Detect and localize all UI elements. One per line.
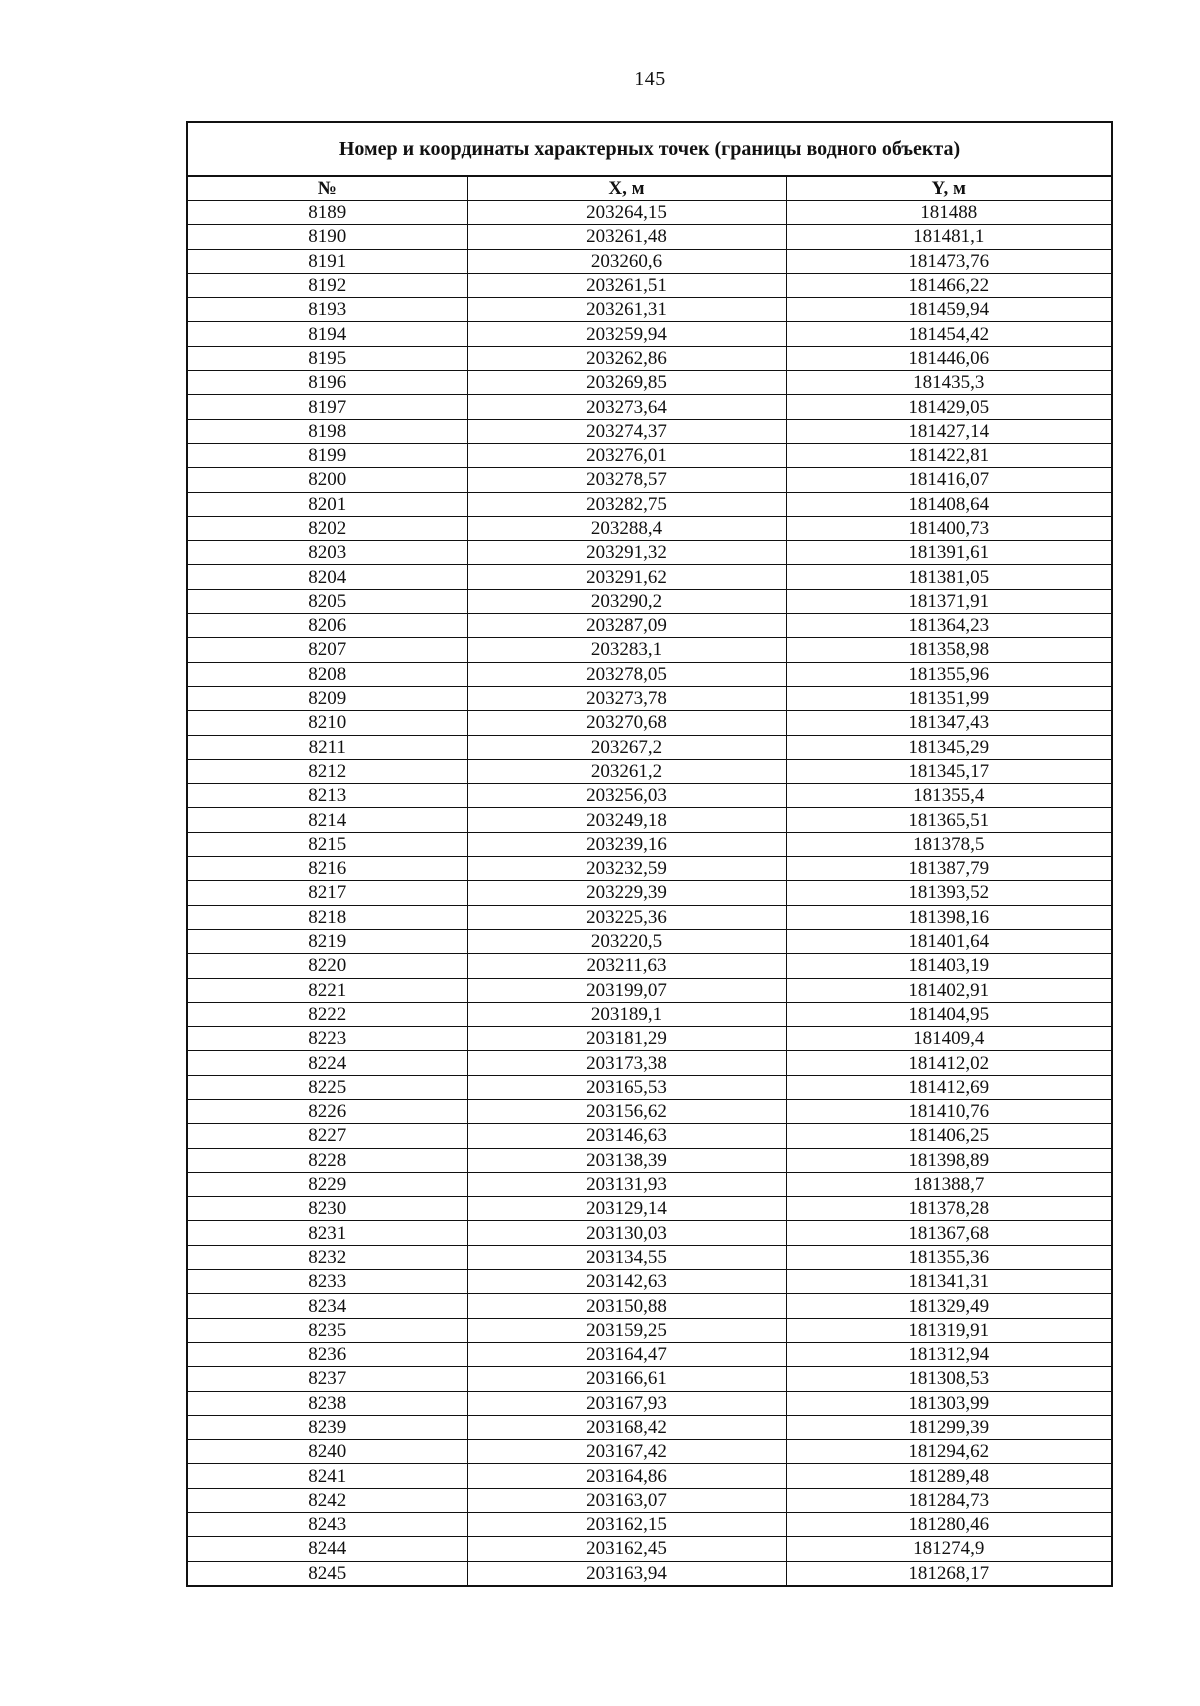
table-row [188, 1367, 1111, 1391]
cell-number: 8232 [188, 1245, 467, 1269]
cell-x: 203261,51 [467, 273, 786, 297]
table-row [188, 638, 1111, 662]
cell-number: 8201 [188, 492, 467, 516]
cell-y: 181345,17 [786, 759, 1111, 783]
table-row [188, 1318, 1111, 1342]
cell-x: 203162,15 [467, 1513, 786, 1537]
table-row [188, 516, 1111, 540]
cell-x: 203134,55 [467, 1245, 786, 1269]
cell-x: 203163,94 [467, 1561, 786, 1585]
cell-y: 181454,42 [786, 322, 1111, 346]
cell-y: 181319,91 [786, 1318, 1111, 1342]
cell-x: 203264,15 [467, 201, 786, 225]
cell-number: 8233 [188, 1270, 467, 1294]
table-row [188, 1561, 1111, 1585]
cell-y: 181410,76 [786, 1099, 1111, 1123]
table-row [188, 249, 1111, 273]
cell-x: 203261,31 [467, 298, 786, 322]
table-row [188, 978, 1111, 1002]
cell-y: 181435,3 [786, 371, 1111, 395]
cell-x: 203165,53 [467, 1075, 786, 1099]
cell-y: 181422,81 [786, 443, 1111, 467]
cell-y: 181355,96 [786, 662, 1111, 686]
cell-y: 181365,51 [786, 808, 1111, 832]
cell-number: 8238 [188, 1391, 467, 1415]
cell-x: 203168,42 [467, 1415, 786, 1439]
table-row [188, 711, 1111, 735]
table-row [188, 1099, 1111, 1123]
cell-y: 181429,05 [786, 395, 1111, 419]
header-y: Y, м [786, 177, 1111, 201]
cell-y: 181289,48 [786, 1464, 1111, 1488]
table-row [188, 565, 1111, 589]
table-title: Номер и координаты характерных точек (границы водного объекта) [188, 123, 1111, 177]
cell-number: 8242 [188, 1488, 467, 1512]
cell-number: 8202 [188, 516, 467, 540]
cell-x: 203269,85 [467, 371, 786, 395]
cell-number: 8241 [188, 1464, 467, 1488]
cell-x: 203273,78 [467, 686, 786, 710]
cell-x: 203256,03 [467, 784, 786, 808]
table-row [188, 1197, 1111, 1221]
cell-number: 8212 [188, 759, 467, 783]
table-row [188, 1464, 1111, 1488]
cell-y: 181393,52 [786, 881, 1111, 905]
cell-y: 181481,1 [786, 225, 1111, 249]
cell-number: 8234 [188, 1294, 467, 1318]
cell-number: 8219 [188, 929, 467, 953]
cell-x: 203274,37 [467, 419, 786, 443]
cell-y: 181412,02 [786, 1051, 1111, 1075]
cell-number: 8224 [188, 1051, 467, 1075]
table-row [188, 225, 1111, 249]
cell-x: 203283,1 [467, 638, 786, 662]
cell-x: 203273,64 [467, 395, 786, 419]
cell-x: 203181,29 [467, 1027, 786, 1051]
cell-number: 8210 [188, 711, 467, 735]
cell-number: 8218 [188, 905, 467, 929]
cell-y: 181329,49 [786, 1294, 1111, 1318]
cell-number: 8235 [188, 1318, 467, 1342]
cell-number: 8213 [188, 784, 467, 808]
cell-y: 181388,7 [786, 1172, 1111, 1196]
cell-y: 181294,62 [786, 1440, 1111, 1464]
table-row [188, 686, 1111, 710]
table-row [188, 201, 1111, 225]
cell-number: 8209 [188, 686, 467, 710]
cell-number: 8206 [188, 614, 467, 638]
table-row [188, 1513, 1111, 1537]
cell-x: 203211,63 [467, 954, 786, 978]
table-row [188, 298, 1111, 322]
cell-x: 203163,07 [467, 1488, 786, 1512]
cell-y: 181280,46 [786, 1513, 1111, 1537]
page-number: 145 [634, 68, 666, 90]
cell-y: 181367,68 [786, 1221, 1111, 1245]
cell-x: 203262,86 [467, 346, 786, 370]
cell-x: 203282,75 [467, 492, 786, 516]
cell-number: 8239 [188, 1415, 467, 1439]
cell-x: 203267,2 [467, 735, 786, 759]
table-row [188, 1027, 1111, 1051]
cell-x: 203129,14 [467, 1197, 786, 1221]
cell-y: 181473,76 [786, 249, 1111, 273]
table-row [188, 419, 1111, 443]
cell-y: 181402,91 [786, 978, 1111, 1002]
cell-number: 8229 [188, 1172, 467, 1196]
table-row [188, 589, 1111, 613]
table-row [188, 784, 1111, 808]
header-x: X, м [467, 177, 786, 201]
cell-x: 203146,63 [467, 1124, 786, 1148]
table-row [188, 1124, 1111, 1148]
cell-number: 8189 [188, 201, 467, 225]
cell-x: 203261,48 [467, 225, 786, 249]
cell-number: 8227 [188, 1124, 467, 1148]
cell-y: 181378,28 [786, 1197, 1111, 1221]
table-row [188, 1051, 1111, 1075]
cell-number: 8237 [188, 1367, 467, 1391]
table-row [188, 1391, 1111, 1415]
table-row [188, 881, 1111, 905]
cell-y: 181387,79 [786, 857, 1111, 881]
table-row [188, 273, 1111, 297]
cell-x: 203167,42 [467, 1440, 786, 1464]
cell-y: 181400,73 [786, 516, 1111, 540]
cell-y: 181398,16 [786, 905, 1111, 929]
cell-number: 8220 [188, 954, 467, 978]
cell-x: 203260,6 [467, 249, 786, 273]
cell-x: 203291,62 [467, 565, 786, 589]
cell-x: 203130,03 [467, 1221, 786, 1245]
cell-number: 8217 [188, 881, 467, 905]
cell-y: 181409,4 [786, 1027, 1111, 1051]
cell-y: 181412,69 [786, 1075, 1111, 1099]
cell-x: 203239,16 [467, 832, 786, 856]
cell-y: 181408,64 [786, 492, 1111, 516]
cell-y: 181391,61 [786, 541, 1111, 565]
table-row [188, 322, 1111, 346]
table-row [188, 1002, 1111, 1026]
cell-y: 181381,05 [786, 565, 1111, 589]
cell-number: 8207 [188, 638, 467, 662]
table-row [188, 492, 1111, 516]
cell-x: 203290,2 [467, 589, 786, 613]
cell-y: 181446,06 [786, 346, 1111, 370]
cell-number: 8205 [188, 589, 467, 613]
cell-y: 181308,53 [786, 1367, 1111, 1391]
cell-number: 8215 [188, 832, 467, 856]
cell-x: 203259,94 [467, 322, 786, 346]
table-row [188, 1172, 1111, 1196]
cell-y: 181401,64 [786, 929, 1111, 953]
cell-y: 181299,39 [786, 1415, 1111, 1439]
table-row [188, 1294, 1111, 1318]
cell-number: 8214 [188, 808, 467, 832]
cell-x: 203164,86 [467, 1464, 786, 1488]
cell-y: 181371,91 [786, 589, 1111, 613]
table-row [188, 1148, 1111, 1172]
cell-x: 203189,1 [467, 1002, 786, 1026]
cell-number: 8226 [188, 1099, 467, 1123]
table-row [188, 371, 1111, 395]
cell-x: 203291,32 [467, 541, 786, 565]
cell-x: 203287,09 [467, 614, 786, 638]
cell-y: 181341,31 [786, 1270, 1111, 1294]
cell-x: 203199,07 [467, 978, 786, 1002]
cell-number: 8216 [188, 857, 467, 881]
cell-number: 8228 [188, 1148, 467, 1172]
table-row [188, 905, 1111, 929]
cell-x: 203249,18 [467, 808, 786, 832]
cell-number: 8195 [188, 346, 467, 370]
cell-number: 8240 [188, 1440, 467, 1464]
cell-y: 181398,89 [786, 1148, 1111, 1172]
cell-y: 181355,36 [786, 1245, 1111, 1269]
cell-number: 8211 [188, 735, 467, 759]
table-row [188, 1245, 1111, 1269]
table-row [188, 735, 1111, 759]
cell-y: 181459,94 [786, 298, 1111, 322]
cell-y: 181303,99 [786, 1391, 1111, 1415]
cell-y: 181268,17 [786, 1561, 1111, 1585]
cell-x: 203229,39 [467, 881, 786, 905]
cell-number: 8199 [188, 443, 467, 467]
table-row [188, 346, 1111, 370]
cell-number: 8190 [188, 225, 467, 249]
table-row [188, 614, 1111, 638]
cell-y: 181274,9 [786, 1537, 1111, 1561]
cell-number: 8192 [188, 273, 467, 297]
cell-x: 203270,68 [467, 711, 786, 735]
cell-x: 203159,25 [467, 1318, 786, 1342]
table-row [188, 1221, 1111, 1245]
table-row [188, 1488, 1111, 1512]
cell-y: 181403,19 [786, 954, 1111, 978]
cell-number: 8225 [188, 1075, 467, 1099]
cell-x: 203232,59 [467, 857, 786, 881]
cell-number: 8208 [188, 662, 467, 686]
cell-y: 181351,99 [786, 686, 1111, 710]
table-row [188, 808, 1111, 832]
cell-number: 8197 [188, 395, 467, 419]
cell-x: 203288,4 [467, 516, 786, 540]
cell-number: 8198 [188, 419, 467, 443]
cell-y: 181466,22 [786, 273, 1111, 297]
cell-number: 8204 [188, 565, 467, 589]
cell-x: 203131,93 [467, 1172, 786, 1196]
table-row [188, 1415, 1111, 1439]
cell-number: 8223 [188, 1027, 467, 1051]
cell-number: 8196 [188, 371, 467, 395]
table-row [188, 1537, 1111, 1561]
cell-x: 203142,63 [467, 1270, 786, 1294]
cell-x: 203150,88 [467, 1294, 786, 1318]
cell-x: 203276,01 [467, 443, 786, 467]
cell-y: 181284,73 [786, 1488, 1111, 1512]
cell-number: 8245 [188, 1561, 467, 1585]
cell-number: 8231 [188, 1221, 467, 1245]
cell-y: 181345,29 [786, 735, 1111, 759]
cell-y: 181406,25 [786, 1124, 1111, 1148]
table-row [188, 954, 1111, 978]
cell-x: 203261,2 [467, 759, 786, 783]
table-row [188, 662, 1111, 686]
cell-x: 203167,93 [467, 1391, 786, 1415]
cell-number: 8221 [188, 978, 467, 1002]
cell-y: 181358,98 [786, 638, 1111, 662]
coordinates-grid [188, 177, 1111, 1585]
cell-x: 203138,39 [467, 1148, 786, 1172]
cell-number: 8230 [188, 1197, 467, 1221]
cell-number: 8222 [188, 1002, 467, 1026]
cell-y: 181416,07 [786, 468, 1111, 492]
table-row [188, 541, 1111, 565]
cell-number: 8236 [188, 1342, 467, 1366]
table-row [188, 1270, 1111, 1294]
table-row [188, 1342, 1111, 1366]
cell-x: 203162,45 [467, 1537, 786, 1561]
header-number: № [188, 177, 467, 201]
table-row [188, 395, 1111, 419]
cell-x: 203166,61 [467, 1367, 786, 1391]
table-row [188, 929, 1111, 953]
cell-y: 181378,5 [786, 832, 1111, 856]
coordinates-table [186, 121, 1113, 1587]
cell-x: 203278,05 [467, 662, 786, 686]
table-row [188, 857, 1111, 881]
cell-number: 8194 [188, 322, 467, 346]
cell-y: 181404,95 [786, 1002, 1111, 1026]
cell-y: 181427,14 [786, 419, 1111, 443]
cell-number: 8243 [188, 1513, 467, 1537]
table-row [188, 1075, 1111, 1099]
cell-number: 8200 [188, 468, 467, 492]
table-row [188, 832, 1111, 856]
table-row [188, 1440, 1111, 1464]
cell-y: 181364,23 [786, 614, 1111, 638]
table-row [188, 443, 1111, 467]
table-row [188, 759, 1111, 783]
cell-number: 8244 [188, 1537, 467, 1561]
cell-y: 181312,94 [786, 1342, 1111, 1366]
table-body [188, 201, 1111, 1585]
table-row [188, 468, 1111, 492]
cell-x: 203164,47 [467, 1342, 786, 1366]
cell-x: 203225,36 [467, 905, 786, 929]
cell-number: 8191 [188, 249, 467, 273]
cell-y: 181488 [786, 201, 1111, 225]
cell-number: 8193 [188, 298, 467, 322]
cell-y: 181355,4 [786, 784, 1111, 808]
cell-x: 203220,5 [467, 929, 786, 953]
cell-x: 203278,57 [467, 468, 786, 492]
cell-x: 203173,38 [467, 1051, 786, 1075]
cell-y: 181347,43 [786, 711, 1111, 735]
cell-number: 8203 [188, 541, 467, 565]
header-row [188, 177, 1111, 201]
cell-x: 203156,62 [467, 1099, 786, 1123]
